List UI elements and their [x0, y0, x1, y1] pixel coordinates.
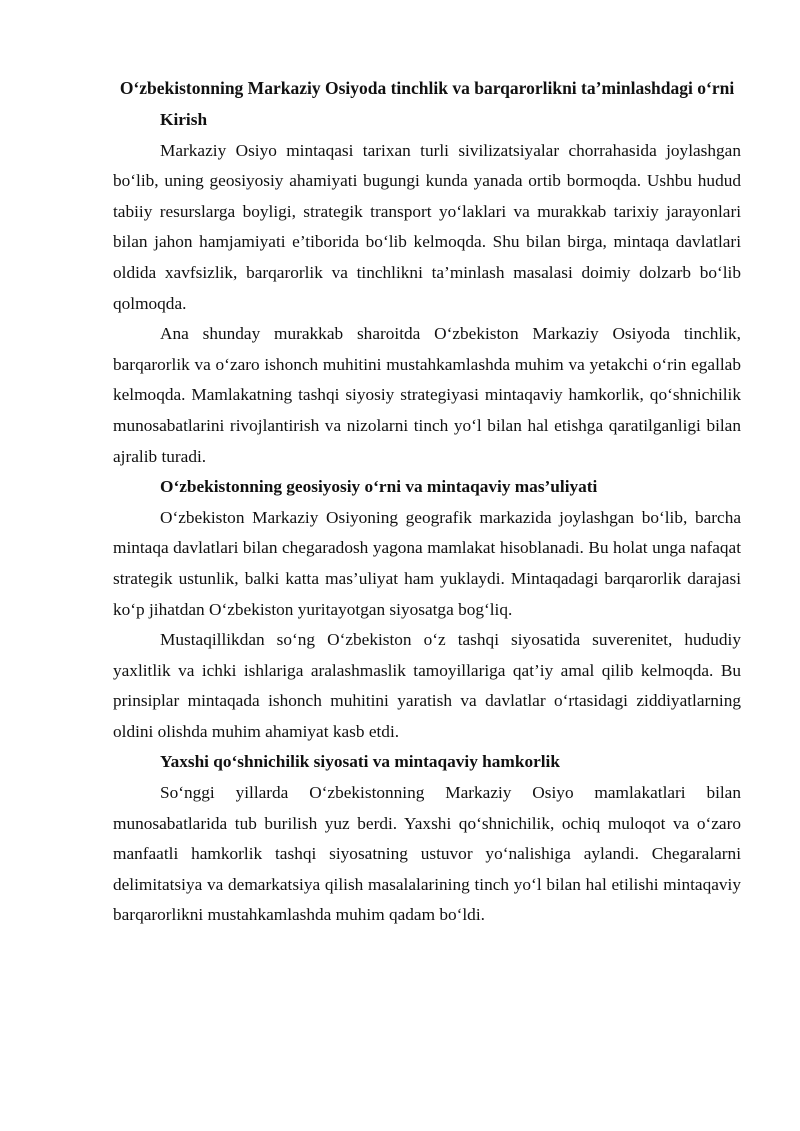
paragraph: Ana shunday murakkab sharoitda O‘zbekiston Markaziy Osiyoda tinchlik, barqarorlik va o‘zaro ishonch muhitini mustahkamlashda muhim va yetakchi o‘rin egallab kelmoqda. Mamlakatning tashqi siyosiy strategiyasi mintaqaviy hamkorlik, qo‘shnichilik munosabatlarini rivojlantirish va nizolarni tinch yo‘l bilan hal etishga qaratilganligi bilan ajralib turadi.: [113, 324, 741, 466]
paragraph: Markaziy Osiyo mintaqasi tarixan turli sivilizatsiyalar chorrahasida joylashgan bo‘lib, uning geosiyosiy ahamiyati bugungi kunda yanada ortib bormoqda. Ushbu hudud tabiiy resurslarga boyligi, strategik transport yo‘laklari va murakkab tarixiy jarayonlari bilan jahon hamjamiyati e’tiborida bo‘lib kelmoqda. Shu bilan birga, mintaqa davlatlari oldida xavfsizlik, barqarorlik va tinchlikni ta’minlash masalasi doimiy dolzarb bo‘lib qolmoqda.: [113, 140, 741, 313]
section-heading-geopolitical-role: O‘zbekistonning geosiyosiy o‘rni va mintaqaviy mas’uliyati: [160, 477, 598, 497]
paragraph: So‘nggi yillarda O‘zbekistonning Markaziy Osiyo mamlakatlari bilan munosabatlarida tub burilish yuz berdi. Yaxshi qo‘shnichilik, ochiq muloqot va o‘zaro manfaatli hamkorlik tashqi siyosatning ustuvor yo‘nalishiga aylandi. Chegaralarni delimitatsiya va demarkatsiya qilish masalalarining tinch yo‘l bilan hal etilishi mintaqaviy barqarorlikni mustahkamlashda muhim qadam bo‘ldi.: [113, 783, 741, 925]
section-heading-good-neighborliness: Yaxshi qo‘shnichilik siyosati va mintaqaviy hamkorlik: [160, 752, 560, 772]
document-page: [113, 72, 741, 931]
section-heading-introduction: Kirish: [160, 110, 208, 129]
paragraph: O‘zbekiston Markaziy Osiyoning geografik markazida joylashgan bo‘lib, barcha mintaqa davlatlari bilan chegaradosh yagona mamlakat hisoblanadi. Bu holat unga nafaqat strategik ustunlik, balki katta mas’uliyat ham yuklaydi. Mintaqadagi barqarorlik darajasi ko‘p jihatdan O‘zbekiston yuritayotgan siyosatga bog‘liq.: [113, 507, 741, 619]
document-title: O‘zbekistonning Markaziy Osiyoda tinchlik va barqarorlikni ta’minlashdagi o‘rni: [119, 78, 735, 98]
paragraph: Mustaqillikdan so‘ng O‘zbekiston o‘z tashqi siyosatida suverenitet, hududiy yaxlitlik va ichki ishlariga aralashmaslik tamoyillariga qat’iy amal qilib kelmoqda. Bu prinsiplar mintaqada ishonch muhitini yaratish va davlatlar o‘rtasidagi ziddiyatlarning oldini olishda muhim ahamiyat kasb etdi.: [113, 630, 741, 741]
